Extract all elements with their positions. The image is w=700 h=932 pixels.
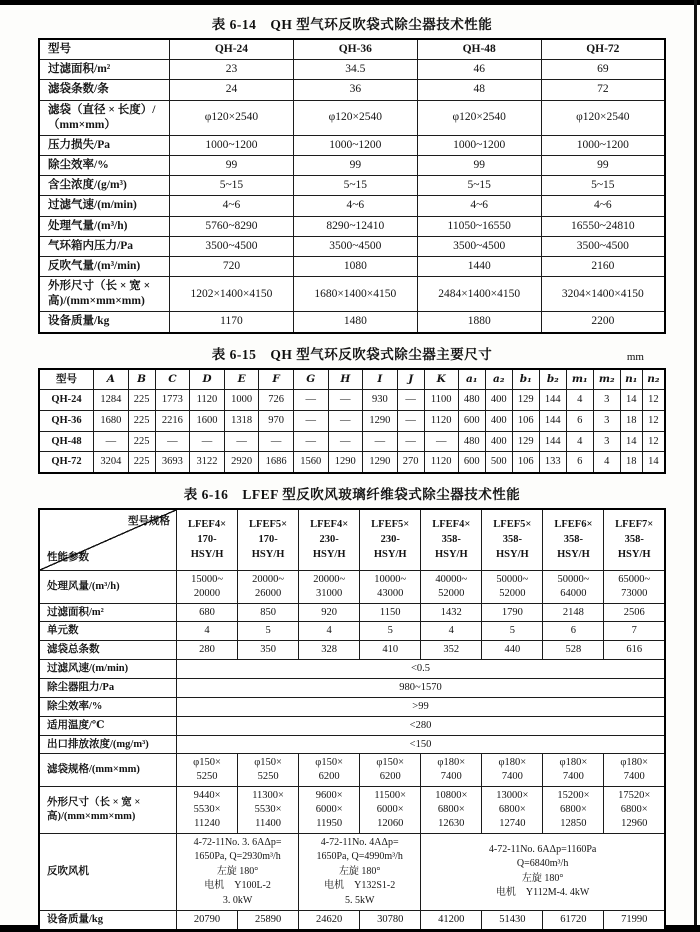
value-cell: 1318 <box>224 410 259 431</box>
value-cell: 1290 <box>328 452 363 473</box>
value-cell: 23 <box>170 60 294 80</box>
table-row <box>39 312 665 333</box>
value-cell: φ120×2540 <box>417 100 541 135</box>
value-cell: 12 <box>642 431 665 452</box>
row-label-cell: QH-36 <box>39 410 94 431</box>
value-cell: 9600× 6000× 11950 <box>299 787 360 834</box>
value-cell: 41200 <box>421 911 482 930</box>
value-cell: n₂ <box>642 369 665 390</box>
table-row <box>39 277 665 312</box>
table-row <box>39 452 665 473</box>
value-cell: 600 <box>458 452 485 473</box>
value-cell: φ150× 5250 <box>177 754 238 787</box>
row-label-cell: 外形尺寸（长 × 宽 × 高)/(mm×mm×mm) <box>39 277 170 312</box>
value-cell: 600 <box>458 410 485 431</box>
row-label-cell: 过滤面积/m² <box>39 60 170 80</box>
value-cell: 129 <box>512 390 539 411</box>
table-row <box>39 410 665 431</box>
value-cell: 1100 <box>424 390 458 411</box>
value-cell: 1080 <box>293 256 417 276</box>
table-6-14-section <box>38 13 666 334</box>
row-label-cell: 除尘效率/% <box>39 156 170 176</box>
value-cell: B <box>128 369 155 390</box>
table-row <box>39 603 665 622</box>
value-cell: 2484×1400×4150 <box>417 277 541 312</box>
row-label-cell: 反吹气量/(m³/min) <box>39 256 170 276</box>
value-cell: 16550~24810 <box>541 216 665 236</box>
table-row <box>39 236 665 256</box>
row-label-cell: 除尘效率/% <box>39 697 177 716</box>
value-cell: 4~6 <box>170 196 294 216</box>
table-6-14-title: 表 6-14 QH 型气环反吹袋式除尘器技术性能 <box>211 17 493 32</box>
value-cell: — <box>155 431 190 452</box>
row-label-cell: 处理风量/(m³/h) <box>39 570 177 603</box>
value-cell: — <box>190 431 225 452</box>
value-cell: φ150× 6200 <box>360 754 421 787</box>
value-cell: 20000~ 31000 <box>299 570 360 603</box>
value-cell: 1000~1200 <box>293 135 417 155</box>
row-label-cell: 压力损失/Pa <box>39 135 170 155</box>
value-cell: 11050~16550 <box>417 216 541 236</box>
table-row <box>39 256 665 276</box>
value-cell: 225 <box>128 452 155 473</box>
value-cell: φ120×2540 <box>541 100 665 135</box>
value-cell: 920 <box>299 603 360 622</box>
value-cell: 480 <box>458 431 485 452</box>
value-cell: LFEF4× 230- HSY/H <box>299 509 360 571</box>
value-cell: 3500~4500 <box>170 236 294 256</box>
value-cell: 616 <box>604 641 665 660</box>
table-row <box>39 754 665 787</box>
table-row <box>39 80 665 100</box>
corner-label-model-spec: 型号规格 <box>128 515 170 527</box>
value-cell: LFEF6× 358- HSY/H <box>543 509 604 571</box>
value-cell: H <box>328 369 363 390</box>
value-cell: A <box>94 369 129 390</box>
value-cell: — <box>328 410 363 431</box>
value-cell: 2200 <box>541 312 665 333</box>
value-cell: 1150 <box>360 603 421 622</box>
value-cell: 99 <box>541 156 665 176</box>
value-cell: 50000~ 52000 <box>482 570 543 603</box>
value-cell: — <box>363 431 398 452</box>
value-cell: 1000~1200 <box>170 135 294 155</box>
value-cell: 500 <box>485 452 512 473</box>
table-row <box>39 390 665 411</box>
value-cell: 3500~4500 <box>541 236 665 256</box>
value-cell: 20000~ 26000 <box>238 570 299 603</box>
value-cell: 2920 <box>224 452 259 473</box>
value-cell: 1290 <box>363 410 398 431</box>
table-row <box>39 678 665 697</box>
value-cell: 20790 <box>177 911 238 930</box>
value-cell: LFEF5× 170- HSY/H <box>238 509 299 571</box>
value-cell: J <box>397 369 424 390</box>
value-cell: 1120 <box>190 390 225 411</box>
value-cell: 1560 <box>293 452 328 473</box>
value-cell: 3204 <box>94 452 129 473</box>
value-cell: 51430 <box>482 911 543 930</box>
value-cell: LFEF4× 170- HSY/H <box>177 509 238 571</box>
value-cell: — <box>94 431 129 452</box>
value-cell: 400 <box>485 431 512 452</box>
value-cell: 4~6 <box>541 196 665 216</box>
table-row <box>39 100 665 135</box>
value-cell: 11300× 5530× 11400 <box>238 787 299 834</box>
row-label-cell: 处理气量/(m³/h) <box>39 216 170 236</box>
value-cell: 99 <box>293 156 417 176</box>
value-cell: 1480 <box>293 312 417 333</box>
value-cell: 5~15 <box>170 176 294 196</box>
value-cell: 1000 <box>224 390 259 411</box>
value-cell: 65000~ 73000 <box>604 570 665 603</box>
value-cell: — <box>397 431 424 452</box>
value-cell: 440 <box>482 641 543 660</box>
value-cell: 3122 <box>190 452 225 473</box>
value-cell: 12 <box>642 390 665 411</box>
value-cell: 34.5 <box>293 60 417 80</box>
table-row <box>39 156 665 176</box>
value-cell: 4-72-11No. 4AΔp= 1650Pa, Q=4990m³/h 左旋 180° 电机 Y132S1-2 5. 5kW <box>299 833 421 911</box>
value-cell: 4~6 <box>293 196 417 216</box>
value-cell: 71990 <box>604 911 665 930</box>
value-cell: 225 <box>128 431 155 452</box>
value-cell: 280 <box>177 641 238 660</box>
value-cell: 15200× 6800× 12850 <box>543 787 604 834</box>
value-cell: 3 <box>593 390 620 411</box>
value-cell: 106 <box>512 410 539 431</box>
value-cell: 720 <box>170 256 294 276</box>
value-cell: 133 <box>539 452 566 473</box>
row-label-cell: 过滤气速/(m/min) <box>39 196 170 216</box>
row-label-cell: 除尘器阻力/Pa <box>39 678 177 697</box>
value-cell: 99 <box>170 156 294 176</box>
row-label-cell: 过滤面积/m² <box>39 603 177 622</box>
table-6-15 <box>38 368 666 474</box>
value-cell: 1440 <box>417 256 541 276</box>
value-cell: 726 <box>259 390 294 411</box>
value-cell: φ150× 5250 <box>238 754 299 787</box>
value-cell: 4 <box>177 622 238 641</box>
value-cell: 40000~ 52000 <box>421 570 482 603</box>
value-cell: 480 <box>458 390 485 411</box>
table-6-14 <box>38 38 666 334</box>
value-cell: — <box>293 431 328 452</box>
row-label-cell: 出口排放浓度/(mg/m³) <box>39 735 177 754</box>
row-label-cell: 滤袋总条数 <box>39 641 177 660</box>
value-cell: 144 <box>539 390 566 411</box>
value-cell: 1600 <box>190 410 225 431</box>
value-cell: 2506 <box>604 603 665 622</box>
value-cell: 5760~8290 <box>170 216 294 236</box>
value-cell: <0.5 <box>177 660 666 679</box>
value-cell: 1680 <box>94 410 129 431</box>
row-label-cell: 设备质量/kg <box>39 911 177 930</box>
row-label-cell: 含尘浓度/(g/m³) <box>39 176 170 196</box>
value-cell: LFEF7× 358- HSY/H <box>604 509 665 571</box>
value-cell: 30780 <box>360 911 421 930</box>
value-cell: 2148 <box>543 603 604 622</box>
value-cell: 9440× 5530× 11240 <box>177 787 238 834</box>
value-cell: 10000~ 43000 <box>360 570 421 603</box>
value-cell: — <box>328 390 363 411</box>
value-cell: E <box>224 369 259 390</box>
value-cell: <280 <box>177 716 666 735</box>
value-cell: 106 <box>512 452 539 473</box>
value-cell: 14 <box>620 431 642 452</box>
value-cell: 14 <box>620 390 642 411</box>
value-cell: — <box>224 431 259 452</box>
value-cell: 4 <box>566 390 593 411</box>
scan-edge-right <box>694 0 697 932</box>
table-6-15-section <box>38 343 666 474</box>
value-cell: I <box>363 369 398 390</box>
table-row <box>39 911 665 930</box>
row-label-cell: 设备质量/kg <box>39 312 170 333</box>
value-cell: φ180× 7400 <box>543 754 604 787</box>
value-cell: 3500~4500 <box>417 236 541 256</box>
value-cell: — <box>424 431 458 452</box>
row-label-cell: 适用温度/℃ <box>39 716 177 735</box>
header-label-cell: 型号 <box>39 369 94 390</box>
value-cell: 10800× 6800× 12630 <box>421 787 482 834</box>
value-cell: 1000~1200 <box>541 135 665 155</box>
value-cell: 270 <box>397 452 424 473</box>
value-cell: >99 <box>177 697 666 716</box>
value-cell: 24 <box>170 80 294 100</box>
value-cell: 5 <box>238 622 299 641</box>
table-row <box>39 431 665 452</box>
value-cell: 528 <box>543 641 604 660</box>
value-cell: 400 <box>485 390 512 411</box>
table-row <box>39 735 665 754</box>
value-cell: 46 <box>417 60 541 80</box>
header-label-cell: 型号 <box>39 39 170 60</box>
value-cell: 18 <box>620 452 642 473</box>
value-cell: — <box>328 431 363 452</box>
value-cell: LFEF4× 358- HSY/H <box>421 509 482 571</box>
value-cell: QH-48 <box>417 39 541 60</box>
value-cell: K <box>424 369 458 390</box>
value-cell: 225 <box>128 390 155 411</box>
value-cell: 4 <box>593 452 620 473</box>
value-cell: 350 <box>238 641 299 660</box>
table-6-15-title: 表 6-15 QH 型气环反吹袋式除尘器主要尺寸 <box>211 346 493 362</box>
row-label-cell: 滤袋规格/(mm×mm) <box>39 754 177 787</box>
row-label-cell: 外形尺寸（长 × 宽 × 高)/(mm×mm×mm) <box>39 787 177 834</box>
value-cell: 5~15 <box>417 176 541 196</box>
table-row <box>39 833 665 911</box>
table-6-16-section <box>38 483 666 931</box>
table-6-15-title-row <box>38 343 666 363</box>
value-cell: 17520× 6800× 12960 <box>604 787 665 834</box>
value-cell: 129 <box>512 431 539 452</box>
value-cell: LFEF5× 230- HSY/H <box>360 509 421 571</box>
value-cell: C <box>155 369 190 390</box>
table-row <box>39 60 665 80</box>
value-cell: 1773 <box>155 390 190 411</box>
table-row <box>39 135 665 155</box>
value-cell: 11500× 6000× 12060 <box>360 787 421 834</box>
value-cell: 850 <box>238 603 299 622</box>
value-cell: 970 <box>259 410 294 431</box>
value-cell: 1790 <box>482 603 543 622</box>
value-cell: 1120 <box>424 410 458 431</box>
table-row <box>39 176 665 196</box>
value-cell: 48 <box>417 80 541 100</box>
value-cell: 24620 <box>299 911 360 930</box>
table-row <box>39 641 665 660</box>
value-cell: 3 <box>593 431 620 452</box>
value-cell: 50000~ 64000 <box>543 570 604 603</box>
row-label-cell: 气环箱内压力/Pa <box>39 236 170 256</box>
value-cell: G <box>293 369 328 390</box>
value-cell: 61720 <box>543 911 604 930</box>
value-cell: n₁ <box>620 369 642 390</box>
value-cell: 1686 <box>259 452 294 473</box>
value-cell: φ180× 7400 <box>421 754 482 787</box>
value-cell: 2216 <box>155 410 190 431</box>
value-cell: φ150× 6200 <box>299 754 360 787</box>
value-cell: b₁ <box>512 369 539 390</box>
row-label-cell: QH-72 <box>39 452 94 473</box>
value-cell: 4 <box>566 431 593 452</box>
value-cell: m₁ <box>566 369 593 390</box>
value-cell: 1000~1200 <box>417 135 541 155</box>
value-cell: 3204×1400×4150 <box>541 277 665 312</box>
value-cell: 99 <box>417 156 541 176</box>
value-cell: QH-36 <box>293 39 417 60</box>
value-cell: 4-72-11No. 3. 6AΔp= 1650Pa, Q=2930m³/h 左旋 180° 电机 Y100L-2 3. 0kW <box>177 833 299 911</box>
value-cell: 2160 <box>541 256 665 276</box>
value-cell: 1170 <box>170 312 294 333</box>
row-label-cell: 过滤风速/(m/min) <box>39 660 177 679</box>
row-label-cell: 单元数 <box>39 622 177 641</box>
value-cell: — <box>397 410 424 431</box>
value-cell: m₂ <box>593 369 620 390</box>
table-row <box>39 660 665 679</box>
value-cell: 5 <box>360 622 421 641</box>
value-cell: 144 <box>539 410 566 431</box>
value-cell: φ180× 7400 <box>604 754 665 787</box>
value-cell: 1284 <box>94 390 129 411</box>
table-row <box>39 216 665 236</box>
value-cell: b₂ <box>539 369 566 390</box>
page-content <box>38 9 666 932</box>
value-cell: 6 <box>566 452 593 473</box>
table-row <box>39 196 665 216</box>
value-cell: 1432 <box>421 603 482 622</box>
value-cell: 1680×1400×4150 <box>293 277 417 312</box>
value-cell: 4 <box>421 622 482 641</box>
header-row <box>39 39 665 60</box>
scan-edge-top <box>0 0 700 5</box>
value-cell: 400 <box>485 410 512 431</box>
value-cell: 328 <box>299 641 360 660</box>
table-row <box>39 716 665 735</box>
value-cell: 1202×1400×4150 <box>170 277 294 312</box>
value-cell: 1290 <box>363 452 398 473</box>
value-cell: 3500~4500 <box>293 236 417 256</box>
value-cell: F <box>259 369 294 390</box>
value-cell: 225 <box>128 410 155 431</box>
row-label-cell: 反吹风机 <box>39 833 177 911</box>
table-6-16-title: 表 6-16 LFEF 型反吹风玻璃纤维袋式除尘器技术性能 <box>183 486 521 502</box>
value-cell: a₁ <box>458 369 485 390</box>
table-6-16 <box>38 508 666 931</box>
value-cell: φ180× 7400 <box>482 754 543 787</box>
value-cell: φ120×2540 <box>170 100 294 135</box>
value-cell: 5 <box>482 622 543 641</box>
table-row <box>39 570 665 603</box>
table-6-15-unit-label: mm <box>626 350 644 363</box>
value-cell: 18 <box>620 410 642 431</box>
value-cell: 930 <box>363 390 398 411</box>
value-cell: 69 <box>541 60 665 80</box>
value-cell: — <box>293 410 328 431</box>
table-row <box>39 697 665 716</box>
corner-label-performance-param: 性能参数 <box>47 551 89 563</box>
value-cell: φ120×2540 <box>293 100 417 135</box>
value-cell: 3693 <box>155 452 190 473</box>
value-cell: 15000~ 20000 <box>177 570 238 603</box>
value-cell: 144 <box>539 431 566 452</box>
row-label-cell: 滤袋（直径 × 长度）/ （mm×mm） <box>39 100 170 135</box>
value-cell: 4~6 <box>417 196 541 216</box>
value-cell: QH-72 <box>541 39 665 60</box>
value-cell: <150 <box>177 735 666 754</box>
value-cell: D <box>190 369 225 390</box>
table-row <box>39 622 665 641</box>
value-cell: 1880 <box>417 312 541 333</box>
value-cell: 14 <box>642 452 665 473</box>
value-cell: — <box>293 390 328 411</box>
value-cell: 13000× 6800× 12740 <box>482 787 543 834</box>
value-cell: 3 <box>593 410 620 431</box>
diagonal-corner-cell <box>39 509 177 571</box>
value-cell: 352 <box>421 641 482 660</box>
value-cell: 6 <box>543 622 604 641</box>
header-row <box>39 369 665 390</box>
value-cell: 5~15 <box>541 176 665 196</box>
value-cell: 680 <box>177 603 238 622</box>
value-cell: 410 <box>360 641 421 660</box>
value-cell: 4-72-11No. 6AΔp=1160Pa Q=6840m³/h 左旋 180° 电机 Y112M-4. 4kW <box>421 833 665 911</box>
value-cell: 1120 <box>424 452 458 473</box>
value-cell: 72 <box>541 80 665 100</box>
row-label-cell: QH-48 <box>39 431 94 452</box>
row-label-cell: QH-24 <box>39 390 94 411</box>
value-cell: 8290~12410 <box>293 216 417 236</box>
value-cell: 980~1570 <box>177 678 666 697</box>
value-cell: 5~15 <box>293 176 417 196</box>
value-cell: a₂ <box>485 369 512 390</box>
value-cell: 6 <box>566 410 593 431</box>
value-cell: — <box>259 431 294 452</box>
value-cell: 36 <box>293 80 417 100</box>
value-cell: LFEF5× 358- HSY/H <box>482 509 543 571</box>
header-row <box>39 509 665 571</box>
value-cell: 7 <box>604 622 665 641</box>
value-cell: 4 <box>299 622 360 641</box>
row-label-cell: 滤袋条数/条 <box>39 80 170 100</box>
value-cell: QH-24 <box>170 39 294 60</box>
value-cell: 25890 <box>238 911 299 930</box>
table-row <box>39 787 665 834</box>
value-cell: — <box>397 390 424 411</box>
value-cell: 12 <box>642 410 665 431</box>
